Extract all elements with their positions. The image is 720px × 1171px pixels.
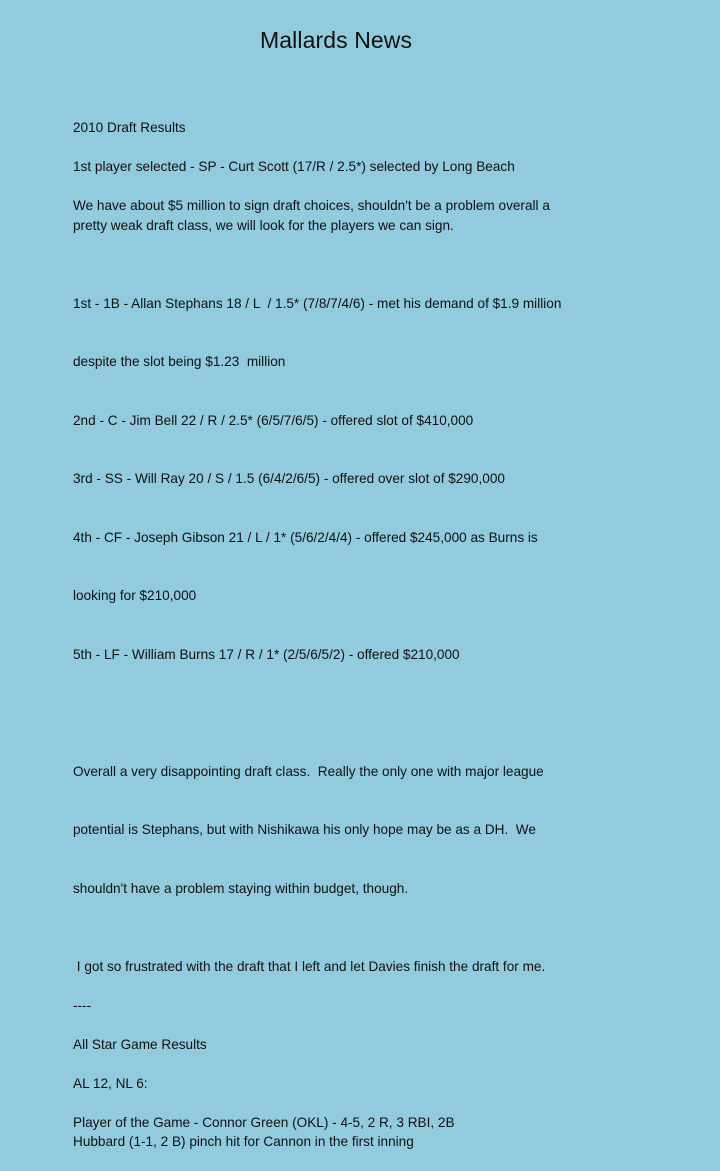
text-line: Overall a very disappointing draft class. Really the only one with major league [73, 763, 544, 779]
allstar-score: AL 12, NL 6: [73, 1075, 148, 1091]
first-overall-pick: 1st player selected - SP - Curt Scott (17/R / 2.5*) selected by Long Beach [73, 159, 515, 174]
text-line: We have about $5 million to sign draft choices, shouldn't be a problem overall a [73, 198, 550, 213]
player-of-game: Player of the Game - Connor Green (OKL) - 4-5, 2 R, 3 RBI, 2B [73, 1114, 455, 1130]
frustration-note: I got so frustrated with the draft that I left and let Davies finish the draft for me. [73, 958, 546, 974]
draft-pick-1-cont: despite the slot being $1.23 million [73, 354, 286, 369]
draft-pick-4: 4th - CF - Joseph Gibson 21 / L / 1* (5/6/2/4/4) - offered $245,000 as Burns is [73, 529, 538, 545]
section-separator: ---- [73, 997, 92, 1013]
draft-picks-list [73, 255, 633, 704]
text-line: potential is Stephans, but with Nishikawa his only hope may be as a DH. We [73, 822, 536, 837]
text-line: pretty weak draft class, we will look for the players we can sign. [73, 217, 454, 233]
text-line: shouldn't have a problem staying within budget, though. [73, 880, 409, 896]
budget-paragraph [73, 196, 633, 235]
page-title: Mallards News [260, 27, 413, 53]
allstar-details [73, 1113, 633, 1152]
draft-pick-2: 2nd - C - Jim Bell 22 / R / 2.5* (6/5/7/6/5) - offered slot of $410,000 [73, 412, 474, 428]
pinch-hit-note: Hubbard (1-1, 2 B) pinch hit for Cannon in the first inning [73, 1134, 414, 1149]
draft-pick-5: 5th - LF - William Burns 17 / R / 1* (2/5/6/5/2) - offered $210,000 [73, 646, 460, 662]
draft-pick-4-cont: looking for $210,000 [73, 588, 197, 603]
summary-paragraph [73, 723, 633, 938]
draft-heading: 2010 Draft Results [73, 120, 186, 135]
draft-pick-3: 3rd - SS - Will Ray 20 / S / 1.5 (6/4/2/6/5) - offered over slot of $290,000 [73, 471, 505, 486]
article-body [73, 118, 633, 1171]
allstar-heading: All Star Game Results [73, 1036, 207, 1052]
draft-pick-1: 1st - 1B - Allan Stephans 18 / L / 1.5* (7/8/7/4/6) - met his demand of $1.9 million [73, 295, 562, 311]
